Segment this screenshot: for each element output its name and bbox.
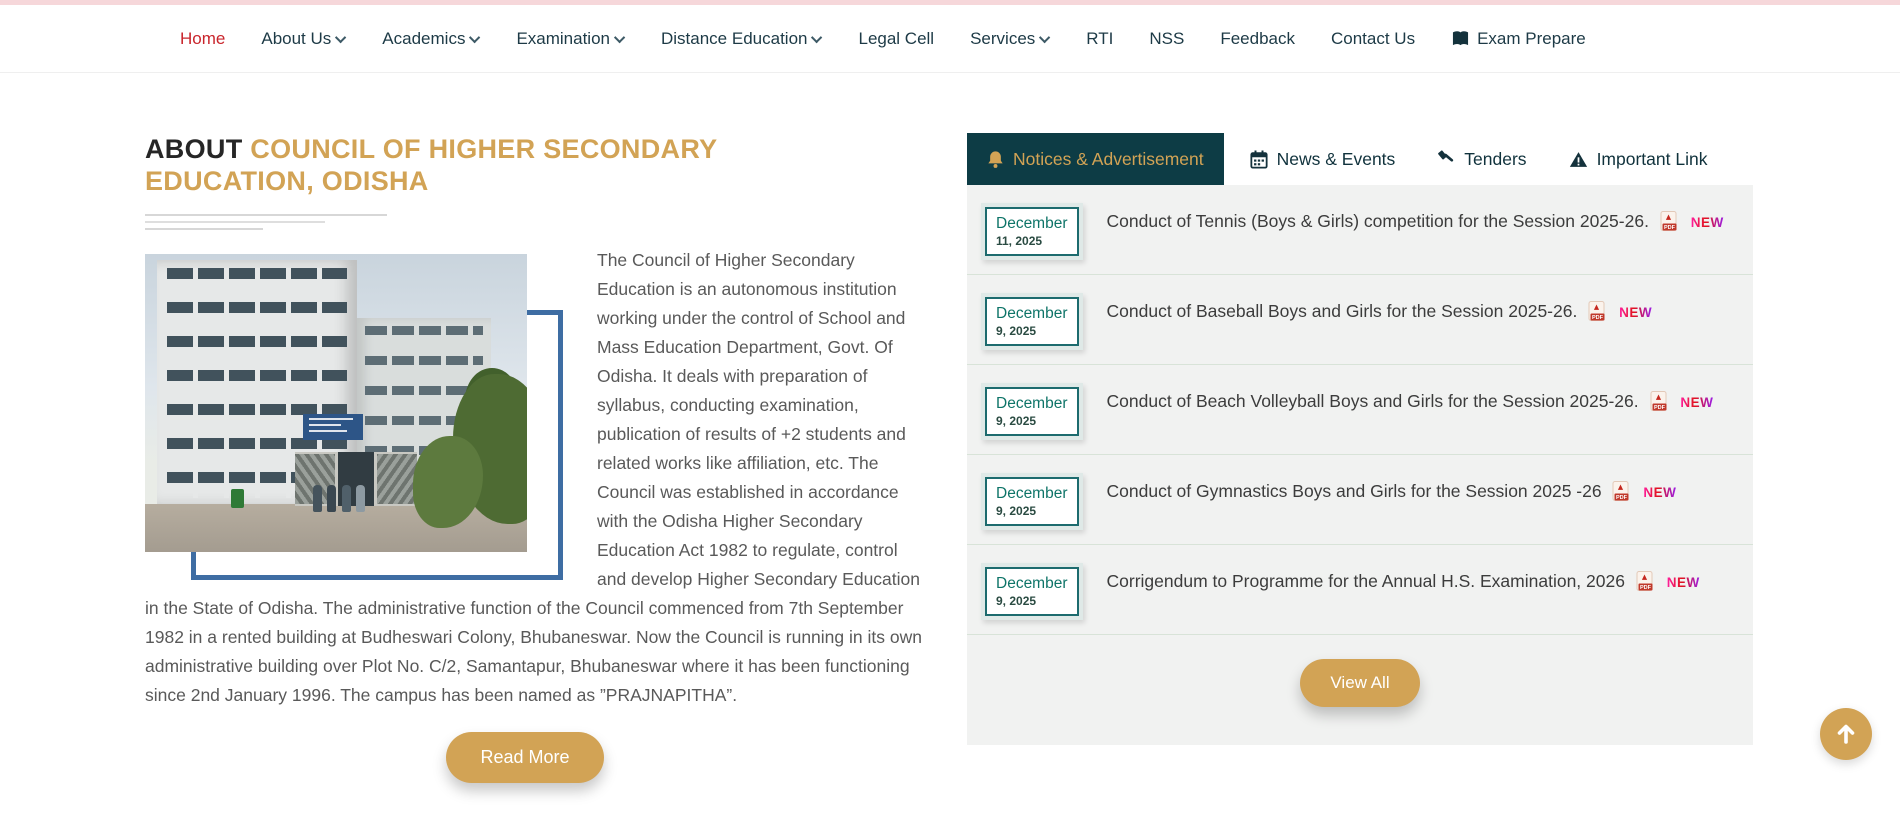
notice-date-badge: December 9, 2025 [981, 473, 1083, 530]
pdf-icon [1660, 211, 1679, 232]
notice-row[interactable] [967, 185, 1753, 275]
chevron-down-icon [811, 31, 822, 42]
tab-tenders[interactable]: Tenders [1421, 133, 1542, 185]
heading-divider [145, 214, 923, 230]
nav-item-rti[interactable]: RTI [1086, 28, 1114, 48]
svg-text:PDF: PDF [1639, 584, 1651, 591]
view-all-button[interactable]: View All [1300, 659, 1419, 707]
nav-item-exam-prepare[interactable]: Exam Prepare [1451, 29, 1586, 49]
pdf-icon [1612, 481, 1631, 502]
notice-link[interactable]: Conduct of Baseball Boys and Girls for the Session 2025-26. PDF NEW [1106, 301, 1653, 321]
about-body [145, 246, 923, 783]
notices-tabs [967, 133, 1753, 185]
chevron-down-icon [1039, 31, 1050, 42]
new-badge: NEW [1619, 305, 1653, 320]
notices-section [967, 133, 1753, 783]
warning-icon [1569, 151, 1588, 168]
notice-row[interactable] [967, 545, 1753, 635]
notices-panel [967, 185, 1753, 745]
nav-item-contact-us[interactable]: Contact Us [1331, 28, 1416, 48]
main-content [0, 73, 1900, 783]
new-badge: NEW [1666, 575, 1700, 590]
nav-item-academics[interactable]: Academics [382, 29, 480, 49]
svg-text:PDF: PDF [1592, 314, 1604, 321]
new-badge: NEW [1690, 215, 1724, 230]
pdf-icon [1650, 391, 1669, 412]
new-badge: NEW [1643, 485, 1677, 500]
page-title-accent: COUNCIL OF HIGHER SECONDARY EDUCATION, ODISHA [145, 134, 717, 197]
notice-link[interactable]: Conduct of Beach Volleyball Boys and Girls for the Session 2025-26. PDF NEW [1106, 391, 1714, 411]
pdf-icon [1636, 571, 1655, 592]
read-more-button[interactable]: Read More [446, 732, 603, 783]
gavel-icon [1437, 150, 1455, 168]
about-paragraph: The Council of Higher Secondary Education is an autonomous institution working under the control of School and Mass Education Department, Govt. Of Odisha. It deals with preparation of syllabus, conducting examination, publication of results of +2 students and related works like affiliation, etc. The Council was established in accordance with the Odisha Higher Secondary Education Act 1982 to regulate, control and develop Higher Secondary Education in the State of Odisha. The administrative function of the Council commenced from 7th September 1982 in a rented building at Budheswari Colony, Bhubaneswar. Now the Council is running in its own administrative building over Plot No. C/2, Samantapur, Bhubaneswar where it has been functioning since 2nd January 1996. The campus has been named as ”PRAJNAPITHA”. [145, 249, 922, 705]
chevron-down-icon [469, 31, 480, 42]
new-badge: NEW [1680, 395, 1714, 410]
svg-text:PDF: PDF [1653, 404, 1665, 411]
notice-row[interactable] [967, 365, 1753, 455]
tab-important-link[interactable]: Important Link [1553, 133, 1724, 185]
notice-date-badge: December 9, 2025 [981, 383, 1083, 440]
main-navbar [0, 5, 1900, 73]
notice-link[interactable]: Conduct of Gymnastics Boys and Girls for the Session 2025 -26 PDF NEW [1106, 481, 1677, 501]
page-title: ABOUT COUNCIL OF HIGHER SECONDARY EDUCATION, ODISHA [145, 134, 717, 197]
tab-notices-advertisement[interactable]: Notices & Advertisement [967, 133, 1224, 185]
arrow-up-icon [1835, 722, 1857, 746]
nav-item-nss[interactable]: NSS [1149, 28, 1185, 48]
svg-text:PDF: PDF [1663, 224, 1675, 231]
notice-row[interactable] [967, 455, 1753, 545]
book-icon [1451, 30, 1470, 47]
notice-date-badge: December 9, 2025 [981, 563, 1083, 620]
nav-item-about-us[interactable]: About Us [261, 29, 346, 49]
pdf-icon [1588, 301, 1607, 322]
notice-link[interactable]: Conduct of Tennis (Boys & Girls) competition for the Session 2025-26. PDF NEW [1106, 211, 1724, 231]
tab-news-events[interactable]: News & Events [1234, 133, 1412, 185]
notice-date-badge: December 9, 2025 [981, 293, 1083, 350]
nav-item-home[interactable]: Home [180, 28, 226, 48]
nav-item-legal-cell[interactable]: Legal Cell [858, 28, 935, 48]
svg-text:PDF: PDF [1616, 494, 1628, 501]
notice-link[interactable]: Corrigendum to Programme for the Annual H.S. Examination, 2026 PDF NEW [1106, 571, 1700, 591]
nav-item-distance-education[interactable]: Distance Education [661, 29, 822, 49]
nav-item-examination[interactable]: Examination [516, 29, 625, 49]
nav-item-feedback[interactable]: Feedback [1220, 28, 1295, 48]
notice-date-badge: December 11, 2025 [981, 203, 1083, 260]
scroll-to-top-button[interactable] [1820, 708, 1872, 760]
building-photo [145, 254, 583, 592]
calendar-icon [1250, 150, 1268, 169]
about-section [145, 133, 923, 783]
chse-building-image [145, 254, 527, 552]
chevron-down-icon [335, 31, 346, 42]
notice-row[interactable] [967, 275, 1753, 365]
nav-item-services[interactable]: Services [970, 29, 1050, 49]
bell-icon [987, 150, 1004, 169]
chevron-down-icon [614, 31, 625, 42]
